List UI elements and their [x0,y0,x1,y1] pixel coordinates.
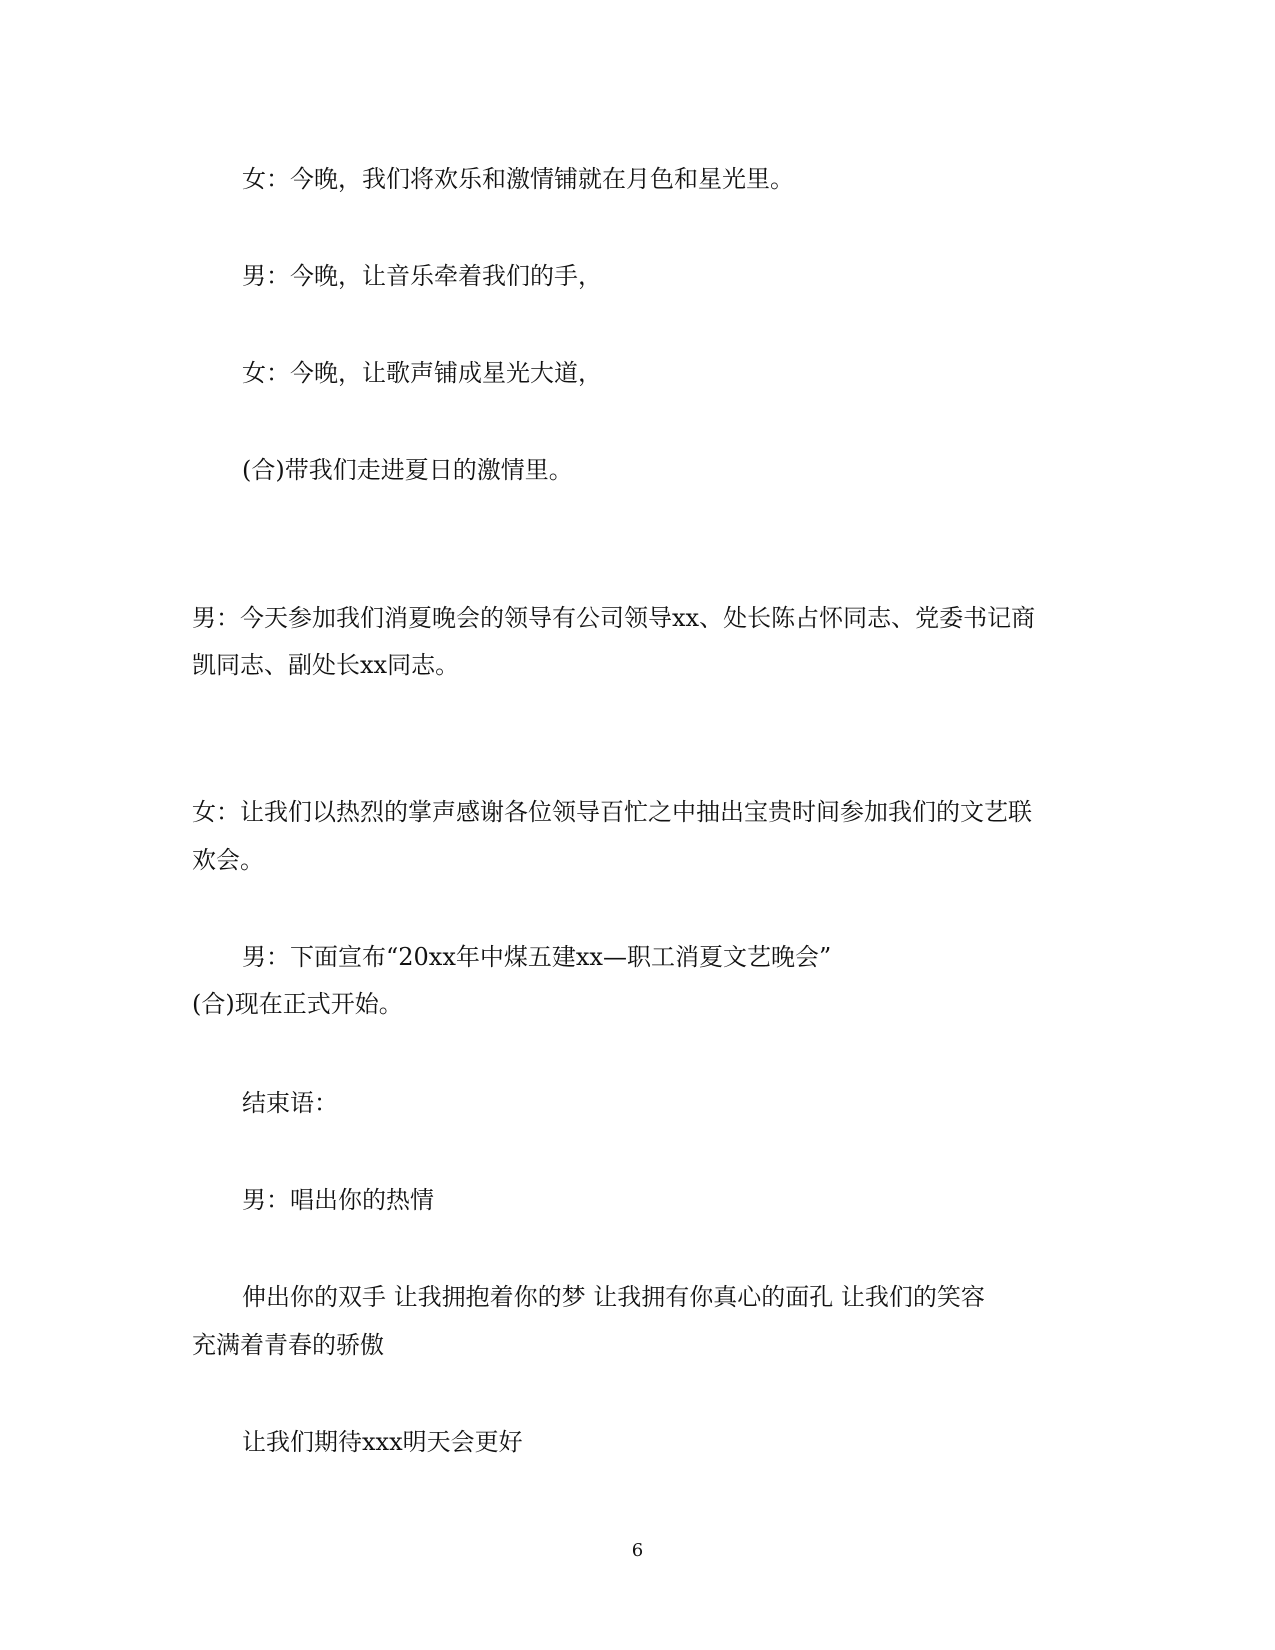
paragraph-line: (合)现在正式开始。 [192,990,403,1018]
paragraph-line: 充满着青春的骄傲 [192,1331,384,1359]
paragraph-line: 欢会。 [192,846,264,874]
paragraph-line: 让我们期待xxx明天会更好 [242,1428,523,1456]
paragraph-line: 伸出你的双手 让我拥抱着你的梦 让我拥有你真心的面孔 让我们的笑容 [242,1283,985,1311]
paragraph-line: 女：让我们以热烈的掌声感谢各位领导百忙之中抽出宝贵时间参加我们的文艺联 [192,798,1032,826]
paragraph-line: 男：下面宣布“20xx年中煤五建xx—职工消夏文艺晚会” [242,943,832,971]
page-number: 6 [631,1540,644,1561]
paragraph-line: (合)带我们走进夏日的激情里。 [242,456,573,484]
paragraph-line: 男：今晚，让音乐牵着我们的手， [242,262,602,290]
paragraph-line: 结束语： [242,1089,338,1117]
paragraph-line: 女：今晚，我们将欢乐和激情铺就在月色和星光里。 [242,165,794,193]
paragraph-line: 女：今晚，让歌声铺成星光大道， [242,359,602,387]
paragraph-line: 男：唱出你的热情 [242,1186,434,1214]
paragraph-line: 凯同志、副处长xx同志。 [192,651,460,679]
paragraph-line: 男：今天参加我们消夏晚会的领导有公司领导xx、处长陈占怀同志、党委书记商 [192,604,1036,632]
